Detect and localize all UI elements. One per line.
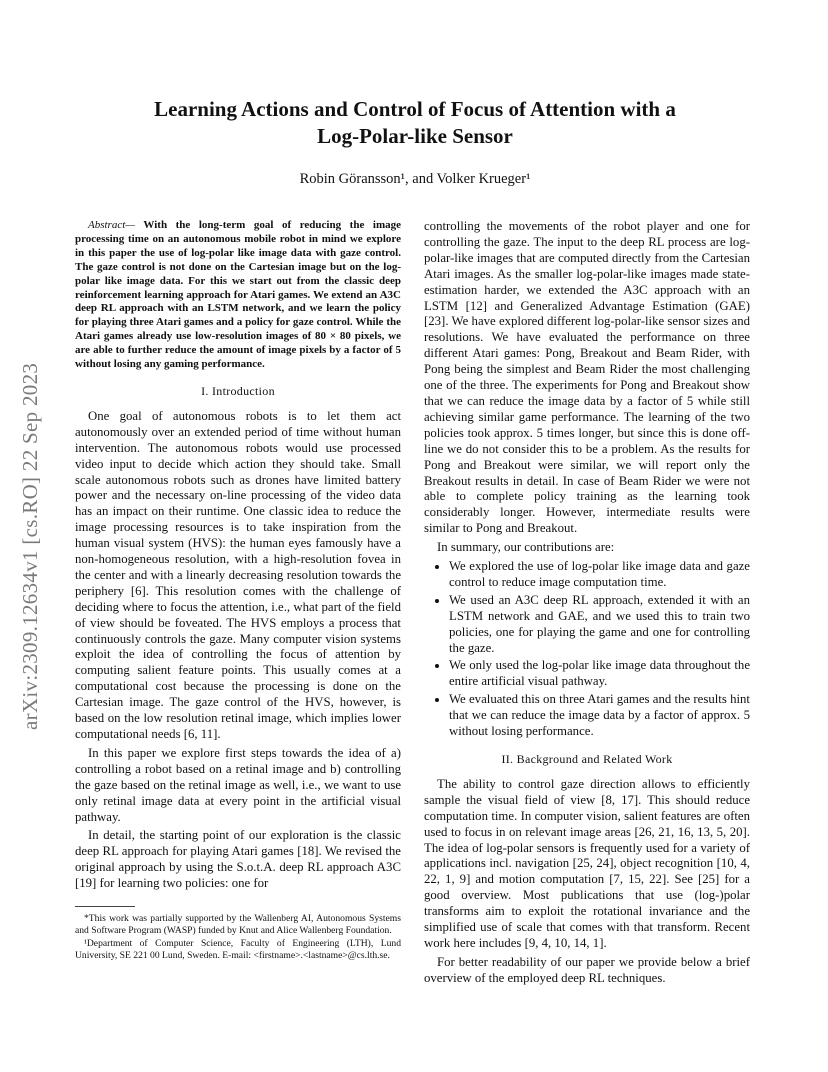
list-item: • We explored the use of log-polar like image data and gaze control to reduce image computation time. <box>449 559 750 591</box>
list-item: • We evaluated this on three Atari games and the results hint that we can reduce the image data by a factor of approx. 5 without losing performance. <box>449 692 750 740</box>
abstract-text: With the long-term goal of reducing the image processing time on an autonomous mobile robot in mind we explore in this paper the use of log-polar like image data with gaze control. The gaze control is not done on the Cartesian image but on the log-polar like image data. For this we start out from the classic deep reinforcement learning approach for Atari games. We extend an A3C deep RL approach with an LSTM network, and we learn the policy for playing three Atari games and a policy for gaze control. While the Atari games already use low-resolution images of 80 × 80 pixels, we are able to further reduce the amount of image pixels by a factor of 5 without losing any gaming performance. <box>75 219 401 371</box>
section-heading-introduction: I. Introduction <box>201 383 275 398</box>
footnote-affiliation: ¹Department of Computer Science, Faculty of Engineering (LTH), Lund University, SE 221 00 Lund, Sweden. E-mail: <firstname>.<lastname>@cs.lth.se. <box>75 938 401 961</box>
footnote-rule <box>75 906 135 907</box>
abstract <box>75 219 401 372</box>
paper-title <box>90 96 740 150</box>
title-line-2: Log-Polar-like Sensor <box>317 124 513 148</box>
right-column <box>424 219 750 990</box>
intro-paragraph-2: In this paper we explore first steps towards the idea of a) controlling a robot based on a retinal image and b) controlling the gaze based on the retinal image as well, i.e., we want to use only retinal image data at every point in the artificial visual pathway. <box>75 745 401 824</box>
list-item: • We used an A3C deep RL approach, extended it with an LSTM network and GAE, and we used this to train two policies, one for playing the game and one for controlling the gaze. <box>449 593 750 657</box>
authors: Robin Göransson¹, and Volker Krueger¹ <box>299 171 531 187</box>
contributions-list <box>424 559 750 740</box>
intro-paragraph-1: One goal of autonomous robots is to let them act autonomously over an extended period of time without human intervention. The autonomous robots would use processed video input to decide which action they should take. Small scale autonomous robots such as drones have limited battery power and the necessary on-line processing of the video data has an impact on their runtime. One classic idea to reduce the image processing resources is to take inspiration from the human visual system (HVS): the human eyes famously have a non-homogeneous resolution, with a high-resolution fovea in the center and with a linearly decreasing resolution towards the periphery [6]. This resolution comes with the challenge of deciding where to focus the attention, i.e., what part of the field of view should be foveated. The HVS employs a process that continuously controls the gaze. Many computer vision systems exploit the idea of controlling the focus of attention by computing salient feature points. This usually comes at a computational cost because the processing is done on the Cartesian image. The gaze control of the HVS, however, is based on the low resolution retinal image, which implies lower computational needs [6, 11]. <box>75 408 401 741</box>
title-line-1: Learning Actions and Control of Focus of Attention with a <box>154 97 676 121</box>
footnote-funding: *This work was partially supported by the Wallenberg AI, Autonomous Systems and Software Program (WASP) funded by Knut and Alice Wallenberg Foundation. <box>75 913 401 936</box>
background-paragraph-1: The ability to control gaze direction allows to efficiently sample the visual field of view [8, 17]. This should reduce computation time. In computer vision, salient features are often used to focus in on relevant image areas [26, 21, 16, 13, 5, 20]. The idea of log-polar sensors is frequently used for a variety of applications incl. navigation [25, 24], object recognition [10, 4, 22, 1, 9] and motion computation [7, 15, 22]. See [25] for a good overview. Most publications that use (log-)polar transforms aim to exploit the rotational invariance and the simplified use of scale that comes with that transform. Recent work here includes [9, 4, 10, 14, 1]. <box>424 776 750 950</box>
background-paragraph-2: For better readability of our paper we provide below a brief overview of the employed deep RL techniques. <box>424 954 750 985</box>
list-item: • We only used the log-polar like image data throughout the entire artificial visual pathway. <box>449 658 750 690</box>
summary-intro: In summary, our contributions are: <box>437 540 615 555</box>
intro-paragraph-3: In detail, the starting point of our exploration is the classic deep RL approach for playing Atari games [18]. We revised the original approach by using the S.o.t.A. deep RL approach A3C [19] for learning two policies: one for <box>75 828 401 891</box>
left-column <box>75 219 401 963</box>
abstract-label: Abstract— <box>88 219 136 231</box>
section-heading-background: II. Background and Related Work <box>501 752 673 766</box>
arxiv-identifier: arXiv:2309.12634v1 [cs.RO] 22 Sep 2023 <box>18 362 42 730</box>
intro-paragraph-continued: controlling the movements of the robot player and one for controlling the gaze. The input to the deep RL process are log-polar-like images that are computed directly from the Cartesian Atari images. As the smaller log-polar-like images made state-estimation harder, we extended the A3C approach with an LSTM [12] and Generalized Advantage Estimation (GAE) [23]. We have explored different log-polar-like sensor sizes and resolutions. We have evaluated the performance on three different Atari games: Pong, Breakout and Beam Rider, with Pong being the simplest and Beam Rider the most challenging one of the three. The experiments for Pong and Breakout show that we can reduce the image data by a factor of 5 while still achieving similar game performance. The learning of the two policies took approx. 5 times longer, but since this is done off-line we do not consider this to be a problem. As the results for Pong and Breakout were similar, we will report only the Breakout results in detail. In case of Beam Rider we were not able to complete policy training as the learning took considerably longer. However, intermediate results were similar to Pong and Breakout. <box>424 219 750 536</box>
